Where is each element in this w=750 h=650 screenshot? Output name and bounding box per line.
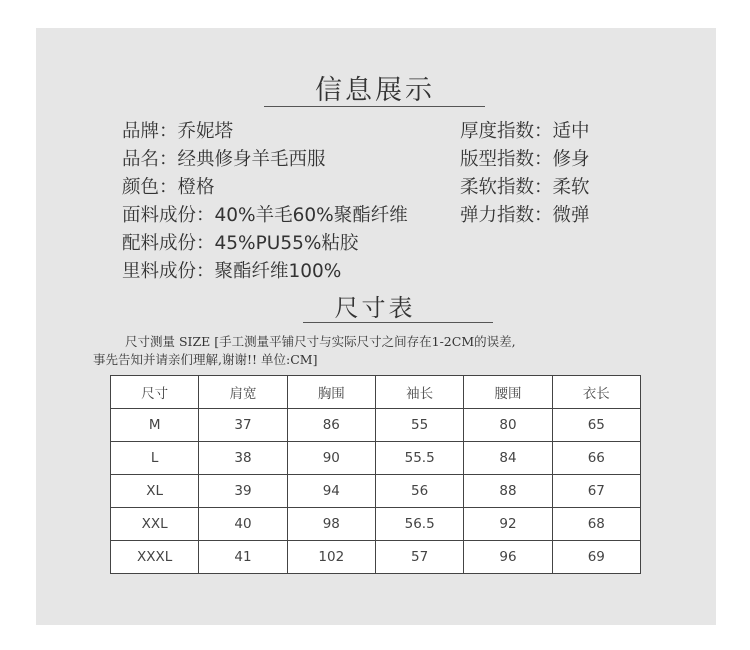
table-cell: XXXL <box>111 541 199 574</box>
table-cell: 69 <box>552 541 640 574</box>
table-row <box>111 442 641 475</box>
info-title: 信息展示 <box>315 75 435 106</box>
table-cell: L <box>111 442 199 475</box>
table-cell: 92 <box>464 508 552 541</box>
measurement-note <box>93 333 693 369</box>
table-cell: 55 <box>375 409 463 442</box>
table-cell: XL <box>111 475 199 508</box>
size-table <box>110 375 641 574</box>
header-chest: 胸围 <box>287 376 375 409</box>
table-cell: 102 <box>287 541 375 574</box>
table-cell: 39 <box>199 475 287 508</box>
table-row <box>111 409 641 442</box>
table-cell: 66 <box>552 442 640 475</box>
measurement-note-line-1: 尺寸测量 SIZE [手工测量平铺尺寸与实际尺寸之间存在1-2CM的误差, <box>125 334 516 349</box>
header-waist: 腰围 <box>464 376 552 409</box>
size-chart-underline <box>303 322 493 323</box>
info-elasticity: 弹力指数：微弹 <box>460 205 590 226</box>
table-cell: 56.5 <box>375 508 463 541</box>
info-fit: 版型指数：修身 <box>460 149 590 170</box>
table-row <box>111 475 641 508</box>
info-lining: 里料成份：聚酯纤维100% <box>122 261 342 282</box>
info-softness: 柔软指数：柔软 <box>460 177 590 198</box>
info-right-column <box>460 118 590 230</box>
info-color: 颜色：橙格 <box>122 177 215 198</box>
measurement-note-line-2: 事先告知并请亲们理解,谢谢!! 单位:CM] <box>93 352 318 367</box>
header-sleeve: 袖长 <box>375 376 463 409</box>
table-header-row <box>111 376 641 409</box>
table-cell: 90 <box>287 442 375 475</box>
header-shoulder: 肩宽 <box>199 376 287 409</box>
table-cell: M <box>111 409 199 442</box>
table-cell: 86 <box>287 409 375 442</box>
table-cell: 57 <box>375 541 463 574</box>
table-row <box>111 508 641 541</box>
info-fabric: 面料成份：40%羊毛60%聚酯纤维 <box>122 205 408 226</box>
table-cell: 84 <box>464 442 552 475</box>
info-thickness: 厚度指数：适中 <box>460 121 590 142</box>
table-cell: 41 <box>199 541 287 574</box>
table-cell: 55.5 <box>375 442 463 475</box>
table-cell: 68 <box>552 508 640 541</box>
table-cell: 88 <box>464 475 552 508</box>
info-brand: 品牌：乔妮塔 <box>122 121 234 142</box>
header-size: 尺寸 <box>111 376 199 409</box>
header-length: 衣长 <box>552 376 640 409</box>
info-trim: 配料成份：45%PU55%粘胶 <box>122 233 359 254</box>
table-cell: 80 <box>464 409 552 442</box>
table-cell: XXL <box>111 508 199 541</box>
table-cell: 40 <box>199 508 287 541</box>
table-cell: 38 <box>199 442 287 475</box>
table-row <box>111 541 641 574</box>
info-title-underline <box>264 106 485 107</box>
table-cell: 98 <box>287 508 375 541</box>
table-cell: 94 <box>287 475 375 508</box>
table-cell: 56 <box>375 475 463 508</box>
table-cell: 96 <box>464 541 552 574</box>
table-cell: 37 <box>199 409 287 442</box>
info-left-column <box>122 118 408 286</box>
table-cell: 67 <box>552 475 640 508</box>
table-cell: 65 <box>552 409 640 442</box>
info-product-name: 品名：经典修身羊毛西服 <box>122 149 326 170</box>
size-chart-title: 尺寸表 <box>334 294 416 322</box>
